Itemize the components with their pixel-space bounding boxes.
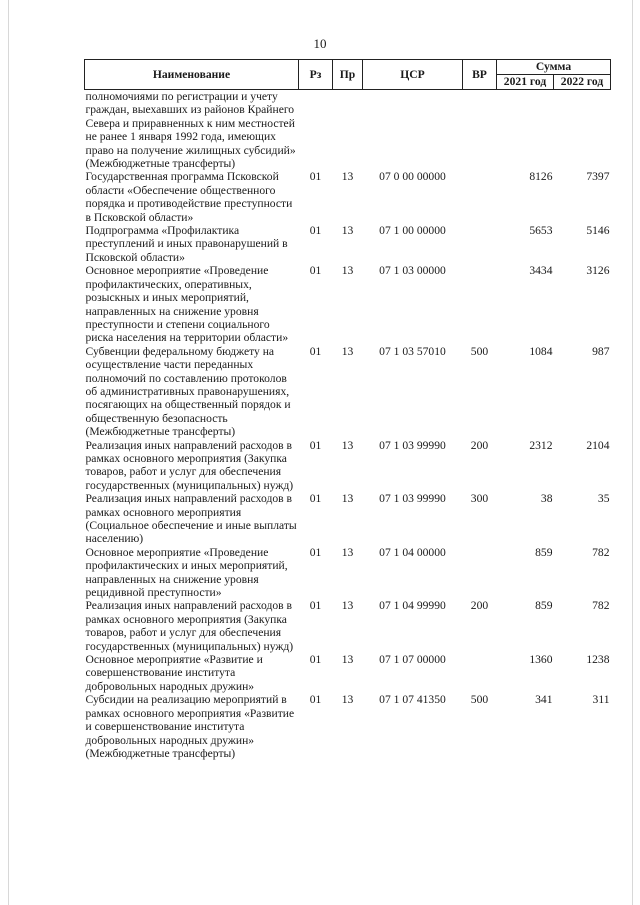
row-name: Основное мероприятие «Проведение профилактических и иных мероприятий, направленных на снижение уровня рецидивной преступности» [85, 545, 288, 600]
row-pr: 13 [341, 599, 354, 613]
row-rz: 01 [309, 599, 322, 613]
row-sum-2021: 2312 [529, 438, 553, 452]
row-vr: 200 [470, 438, 489, 452]
row-pr: 13 [341, 693, 354, 707]
right-scan-edge [632, 0, 633, 905]
row-csr: 07 1 00 00000 [379, 224, 446, 238]
row-csr: 07 1 03 99990 [379, 438, 446, 452]
row-rz: 01 [309, 170, 322, 184]
page-number: 10 [313, 36, 327, 51]
row-sum-2022: 782 [592, 545, 610, 559]
row-csr: 07 1 03 57010 [379, 344, 446, 358]
row-name: полномочиями по регистрации и учету граждан, выехавших из районов Крайнего Севера и приравненных к ним местностей не ранее 1 января 1992 года, имеющих право на получение жилищных субсидий» (Межбюджетные трансферты) [85, 90, 296, 171]
row-sum-2021: 859 [535, 599, 553, 613]
row-name: Реализация иных направлений расходов в рамках основного мероприятия (Закупка товаров, работ и услуг для обеспечения государственных (муниципальных) нужд) [85, 599, 294, 653]
header-year-2022: 2022 год [554, 75, 611, 90]
row-vr [463, 653, 497, 693]
table-row [85, 653, 611, 693]
row-csr: 07 0 00 00000 [379, 170, 446, 184]
row-sum-2022: 5146 [586, 224, 610, 238]
table-row [85, 90, 611, 171]
header-sum: Сумма [497, 60, 611, 75]
row-vr: 300 [470, 492, 489, 506]
row-sum-2022 [554, 90, 611, 171]
row-sum-2021: 341 [535, 693, 553, 707]
row-rz [299, 90, 333, 171]
table-row [85, 693, 611, 760]
row-rz: 01 [309, 492, 322, 506]
row-rz: 01 [309, 344, 322, 358]
row-csr: 07 1 07 41350 [379, 693, 446, 707]
row-pr: 13 [341, 224, 354, 238]
row-vr [463, 264, 497, 344]
row-csr: 07 1 04 99990 [379, 599, 446, 613]
row-csr: 07 1 04 00000 [379, 545, 446, 559]
row-vr [463, 546, 497, 600]
table-row [85, 170, 611, 224]
table-row [85, 492, 611, 546]
row-csr: 07 1 03 00000 [379, 264, 446, 278]
header-rz: Рз [299, 60, 333, 90]
row-name: Субвенции федеральному бюджету на осуществление части переданных полномочий по составлению протоколов об административных правонарушениях, посягающих на общественный порядок и общественную безопасность (Межбюджетные трансферты) [85, 344, 291, 439]
header-vr: ВР [463, 60, 497, 90]
row-vr [463, 170, 497, 224]
row-vr [463, 90, 497, 171]
row-name: Субсидии на реализацию мероприятий в рамках основного мероприятия «Развитие и совершенствование института добровольных народных дружин» (Межбюджетные трансферты) [85, 693, 295, 760]
row-vr: 200 [470, 599, 489, 613]
row-sum-2021: 38 [540, 492, 553, 506]
row-sum-2021: 1084 [529, 344, 553, 358]
row-sum-2022: 2104 [586, 438, 610, 452]
row-pr: 13 [341, 438, 354, 452]
row-name: Основное мероприятие «Проведение профилактических, оперативных, розыскных и иных мероприятий, направленных на снижение уровня преступности и степени социального риска населения на территории области» [85, 264, 289, 345]
row-name: Реализация иных направлений расходов в рамках основного мероприятия (Социальное обеспечение и иные выплаты населению) [85, 492, 297, 546]
row-pr: 13 [341, 170, 354, 184]
table-row [85, 224, 611, 264]
row-pr: 13 [341, 545, 354, 559]
table-row [85, 546, 611, 600]
row-csr: 07 1 07 00000 [379, 653, 446, 667]
row-sum-2021: 3434 [529, 264, 553, 278]
row-vr: 500 [470, 344, 489, 358]
table-row [85, 439, 611, 493]
row-sum-2022: 987 [592, 344, 610, 358]
budget-table [84, 59, 611, 760]
row-name: Реализация иных направлений расходов в рамках основного мероприятия (Закупка товаров, работ и услуг для обеспечения государственных (муниципальных) нужд) [85, 438, 294, 492]
row-sum-2022: 782 [592, 599, 610, 613]
row-sum-2021 [497, 90, 554, 171]
row-rz: 01 [309, 264, 322, 278]
row-sum-2022: 7397 [586, 170, 610, 184]
row-pr: 13 [341, 653, 354, 667]
row-sum-2021: 1360 [529, 653, 553, 667]
header-year-2021: 2021 год [497, 75, 554, 90]
header-csr: ЦСР [363, 60, 463, 90]
row-pr: 13 [341, 344, 354, 358]
table-row [85, 264, 611, 344]
header-pr: Пр [333, 60, 363, 90]
row-rz: 01 [309, 224, 322, 238]
row-rz: 01 [309, 653, 322, 667]
row-vr [463, 224, 497, 264]
row-vr: 500 [470, 693, 489, 707]
table-header [85, 60, 611, 90]
row-csr [363, 90, 463, 171]
left-scan-edge [8, 0, 9, 905]
row-name: Основное мероприятие «Развитие и совершенствование института добровольных народных дружин» [85, 653, 263, 693]
row-rz: 01 [309, 545, 322, 559]
row-name: Государственная программа Псковской области «Обеспечение общественного порядка и противодействие преступности в Псковской области» [85, 170, 293, 224]
row-sum-2022: 35 [597, 492, 610, 506]
row-sum-2021: 8126 [529, 170, 553, 184]
row-sum-2022: 3126 [586, 264, 610, 278]
table-row [85, 599, 611, 653]
row-name: Подпрограмма «Профилактика преступлений и иных правонарушений в Псковской области» [85, 224, 288, 264]
row-rz: 01 [309, 438, 322, 452]
row-sum-2021: 5653 [529, 224, 553, 238]
header-name: Наименование [85, 60, 299, 90]
row-sum-2021: 859 [535, 545, 553, 559]
row-csr: 07 1 03 99990 [379, 492, 446, 506]
row-rz: 01 [309, 693, 322, 707]
row-sum-2022: 1238 [586, 653, 610, 667]
row-pr [333, 90, 363, 171]
row-pr: 13 [341, 264, 354, 278]
row-sum-2022: 311 [592, 693, 610, 707]
row-pr: 13 [341, 492, 354, 506]
table-row [85, 345, 611, 439]
